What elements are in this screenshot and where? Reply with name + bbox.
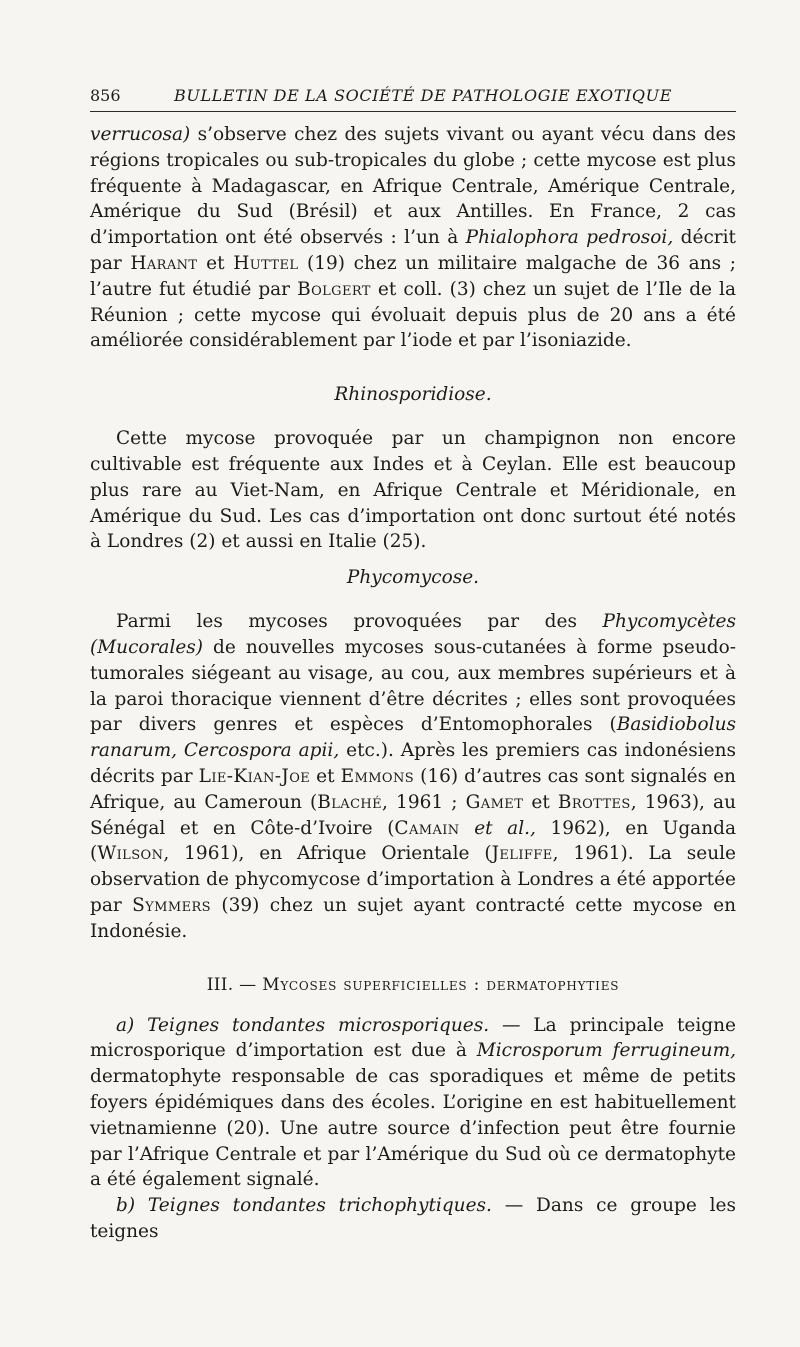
paragraph-phycomycose: Parmi les mycoses provoquées par des Phycomycètes (Mucorales) de nouvelles mycoses sous-cutanées à forme pseudo-tumorales siégeant au visage, au cou, aux membres supérieurs et à la paroi thoracique viennent d’être décrites ; elles sont provoquées par divers genres et espèces d’Entomophorales (Basidiobolus ranarum, Cercospora apii, etc.). Après les premiers cas indonésiens décrits par Lie-Kian-Joe et Emmons (16) d’autres cas sont signalés en Afrique, au Cameroun (Blaché, 1961 ; Gamet et Brottes, 1963), au Sénégal et en Côte-d’Ivoire (Camain et al., 1962), en Uganda (Wilson, 1961), en Afrique Orientale (Jeliffe, 1961). La seule observation de phycomycose d’importation à Londres a été apportée par Symmers (39) chez un sujet ayant contracté cette mycose en Indonésie. bbox=[90, 611, 737, 942]
paragraph-rhinosporidiose: Cette mycose provoquée par un champignon non encore cultivable est fréquente aux Indes et à Ceylan. Elle est beaucoup plus rare au Viet-Nam, en Afrique Centrale et Méridionale, en Amérique du Sud. Les cas d’importation ont donc surtout été notés à Londres (2) et aussi en Italie (25). bbox=[90, 428, 736, 553]
paragraph-teignes-trichophytiques: b) Teignes tondantes trichophytiques. — Dans ce groupe les teignes bbox=[90, 1195, 736, 1242]
page bbox=[90, 86, 736, 1245]
paragraph-teignes-microsporiques: a) Teignes tondantes microsporiques. — La principale teigne microsporique d’importation est due à Microsporum ferrugineum, dermatophyte responsable de cas sporadiques et même de petits foyers épidémiques dans des écoles. L’origine en est habituellement vietnamienne (20). Une autre source d’infection peut être fournie par l’Afrique Centrale et par l’Amérique du Sud où ce dermatophyte a été également signalé. bbox=[90, 1014, 736, 1191]
section-heading-dermatophyties: III. — Mycoses superficielles : dermatophyties bbox=[206, 974, 620, 995]
journal-title: BULLETIN DE LA SOCIÉTÉ DE PATHOLOGIE EXOTIQUE bbox=[174, 86, 672, 105]
running-header bbox=[90, 86, 736, 112]
paragraph-chromomycose: verrucosa) s’observe chez des sujets vivant ou ayant vécu dans des régions tropicales ou sub-tropicales du globe ; cette mycose est plus fréquente à Madagascar, en Afrique Centrale, Amérique Centrale, Amérique du Sud (Brésil) et aux Antilles. En France, 2 cas d’importation ont été observés : l’un à Phialophora pedrosoi, décrit par Harant et Huttel (19) chez un militaire malgache de 36 ans ; l’autre fut étudié par Bolgert et coll. (3) chez un sujet de l’Ile de la Réunion ; cette mycose qui évoluait depuis plus de 20 ans a été améliorée considérablement par l’iode et par l’isoniazide. bbox=[90, 124, 736, 352]
section-heading-phycomycose: Phycomycose. bbox=[346, 567, 480, 589]
section-heading-rhinosporidiose: Rhinosporidiose. bbox=[334, 384, 492, 406]
page-number: 856 bbox=[90, 86, 121, 105]
